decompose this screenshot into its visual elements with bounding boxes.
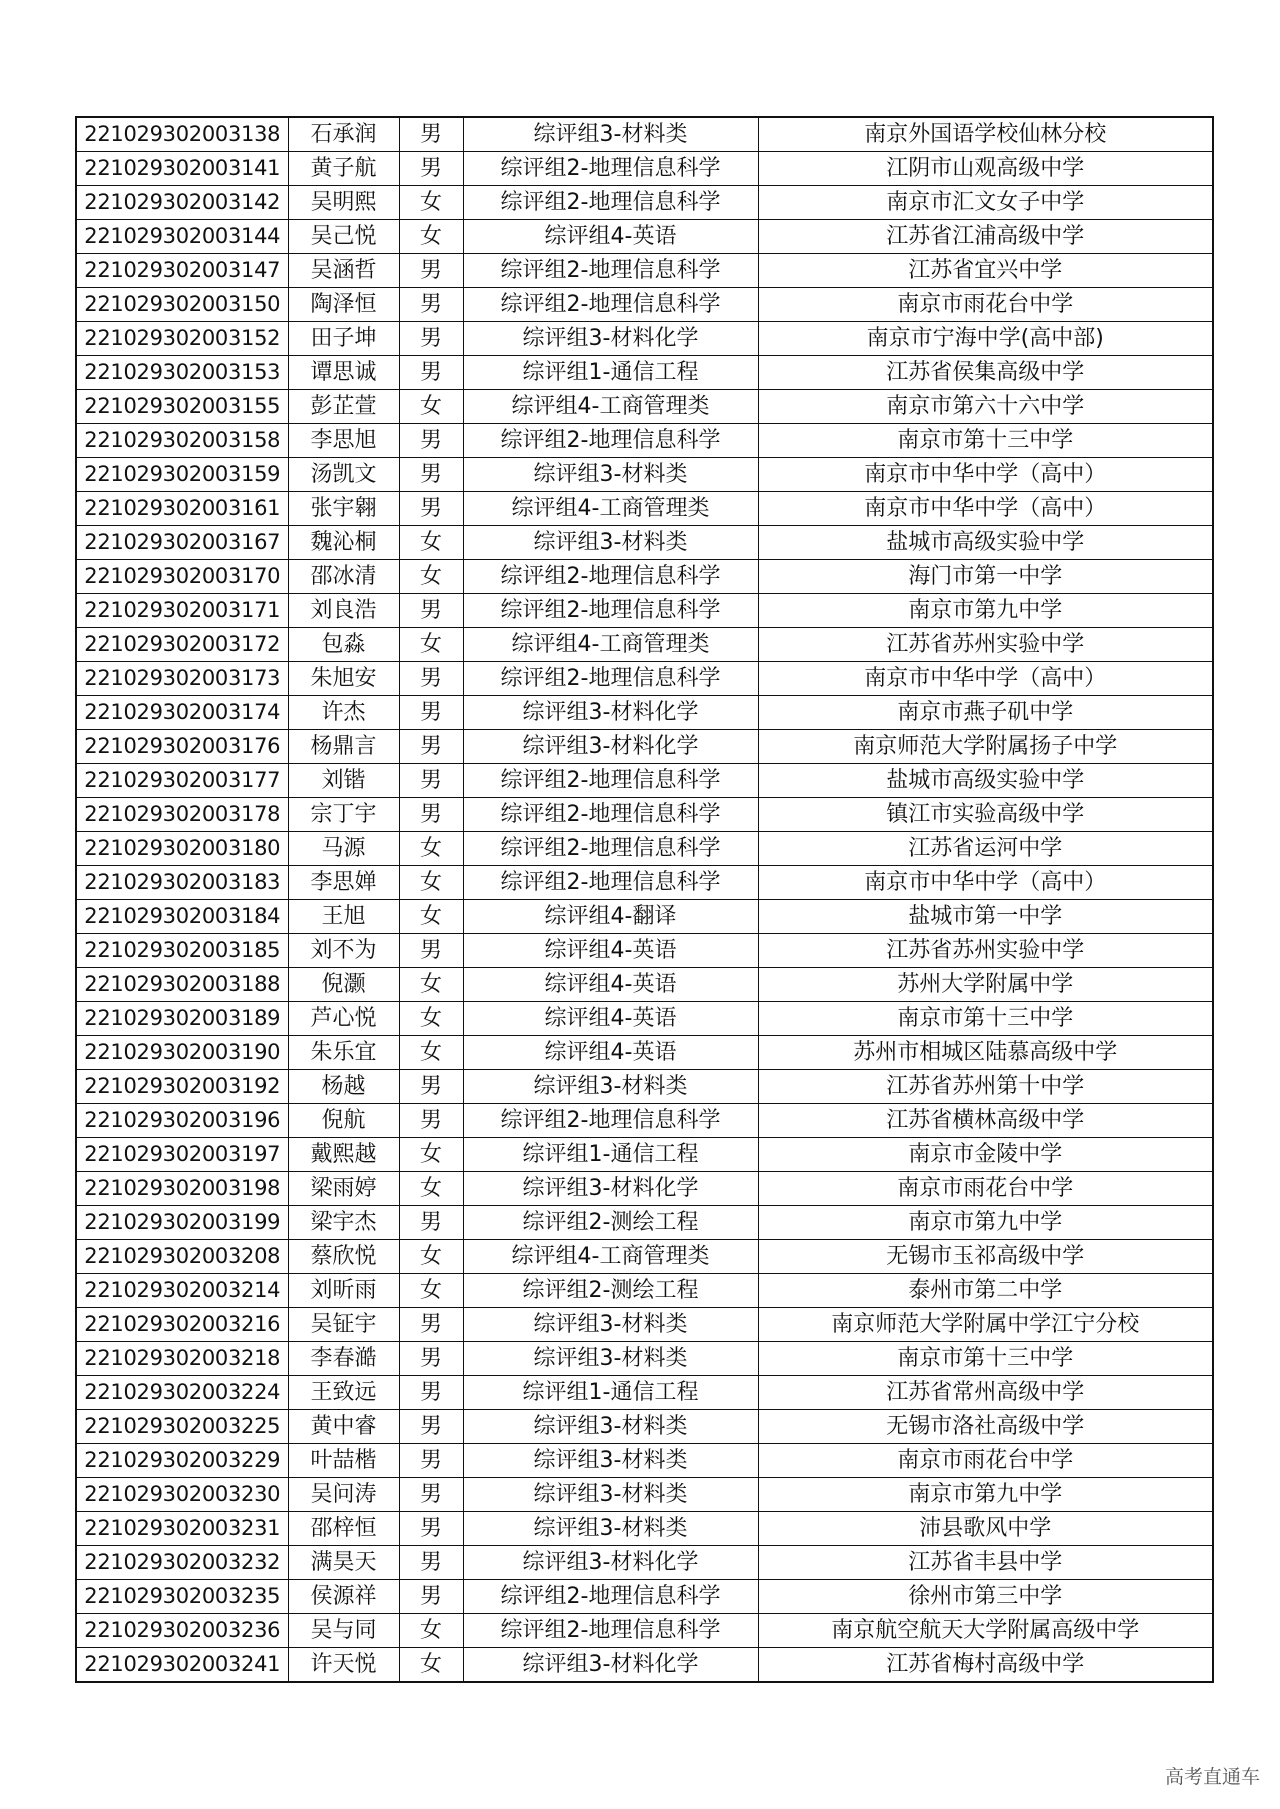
group-major-cell: 综评组1-通信工程: [463, 1376, 758, 1410]
school-cell: 南京市中华中学（高中）: [758, 662, 1213, 696]
table-row: [76, 1036, 1213, 1070]
name-cell: 朱乐宜: [288, 1036, 399, 1070]
group-major-cell: 综评组2-测绘工程: [463, 1274, 758, 1308]
group-major-cell: 综评组2-地理信息科学: [463, 186, 758, 220]
school-cell: 盐城市高级实验中学: [758, 526, 1213, 560]
candidate-id-cell: 221029302003158: [76, 424, 288, 458]
table-row: [76, 1138, 1213, 1172]
table-row: [76, 798, 1213, 832]
school-cell: 无锡市洛社高级中学: [758, 1410, 1213, 1444]
gender-cell: 女: [399, 1036, 463, 1070]
name-cell: 梁宇杰: [288, 1206, 399, 1240]
table-row: [76, 458, 1213, 492]
name-cell: 谭思诚: [288, 356, 399, 390]
name-cell: 吴钲宇: [288, 1308, 399, 1342]
school-cell: 无锡市玉祁高级中学: [758, 1240, 1213, 1274]
name-cell: 刘锴: [288, 764, 399, 798]
candidate-id-cell: 221029302003183: [76, 866, 288, 900]
watermark-text: 高考直通车: [1164, 1766, 1260, 1788]
candidate-id-cell: 221029302003174: [76, 696, 288, 730]
table-row: [76, 152, 1213, 186]
school-cell: 苏州大学附属中学: [758, 968, 1213, 1002]
gender-cell: 男: [399, 662, 463, 696]
school-cell: 海门市第一中学: [758, 560, 1213, 594]
gender-cell: 女: [399, 1614, 463, 1648]
group-major-cell: 综评组4-工商管理类: [463, 1240, 758, 1274]
group-major-cell: 综评组2-地理信息科学: [463, 560, 758, 594]
school-cell: 南京市第九中学: [758, 1206, 1213, 1240]
school-cell: 江苏省苏州第十中学: [758, 1070, 1213, 1104]
table-row: [76, 1376, 1213, 1410]
school-cell: 徐州市第三中学: [758, 1580, 1213, 1614]
group-major-cell: 综评组2-测绘工程: [463, 1206, 758, 1240]
table-row: [76, 1342, 1213, 1376]
table-row: [76, 1444, 1213, 1478]
name-cell: 芦心悦: [288, 1002, 399, 1036]
group-major-cell: 综评组3-材料类: [463, 1512, 758, 1546]
gender-cell: 男: [399, 764, 463, 798]
table-row: [76, 356, 1213, 390]
candidate-id-cell: 221029302003176: [76, 730, 288, 764]
group-major-cell: 综评组3-材料化学: [463, 322, 758, 356]
name-cell: 吴与同: [288, 1614, 399, 1648]
group-major-cell: 综评组1-通信工程: [463, 1138, 758, 1172]
group-major-cell: 综评组2-地理信息科学: [463, 866, 758, 900]
gender-cell: 男: [399, 798, 463, 832]
table-row: [76, 866, 1213, 900]
gender-cell: 男: [399, 1342, 463, 1376]
name-cell: 吴己悦: [288, 220, 399, 254]
gender-cell: 女: [399, 832, 463, 866]
table-row: [76, 254, 1213, 288]
group-major-cell: 综评组4-英语: [463, 934, 758, 968]
candidate-id-cell: 221029302003178: [76, 798, 288, 832]
gender-cell: 女: [399, 866, 463, 900]
name-cell: 汤凯文: [288, 458, 399, 492]
table-row: [76, 832, 1213, 866]
name-cell: 宗丁宇: [288, 798, 399, 832]
candidate-id-cell: 221029302003161: [76, 492, 288, 526]
name-cell: 朱旭安: [288, 662, 399, 696]
name-cell: 黄子航: [288, 152, 399, 186]
name-cell: 刘良浩: [288, 594, 399, 628]
name-cell: 黄中睿: [288, 1410, 399, 1444]
school-cell: 南京市雨花台中学: [758, 1172, 1213, 1206]
school-cell: 南京市雨花台中学: [758, 288, 1213, 322]
gender-cell: 男: [399, 288, 463, 322]
group-major-cell: 综评组3-材料类: [463, 1410, 758, 1444]
name-cell: 吴问涛: [288, 1478, 399, 1512]
gender-cell: 男: [399, 730, 463, 764]
school-cell: 南京外国语学校仙林分校: [758, 117, 1213, 152]
gender-cell: 女: [399, 1240, 463, 1274]
candidate-id-cell: 221029302003236: [76, 1614, 288, 1648]
name-cell: 包淼: [288, 628, 399, 662]
table-row: [76, 1580, 1213, 1614]
table-row: [76, 1614, 1213, 1648]
school-cell: 江苏省梅村高级中学: [758, 1648, 1213, 1683]
name-cell: 蔡欣悦: [288, 1240, 399, 1274]
group-major-cell: 综评组2-地理信息科学: [463, 1104, 758, 1138]
name-cell: 杨鼎言: [288, 730, 399, 764]
name-cell: 刘不为: [288, 934, 399, 968]
school-cell: 江苏省横林高级中学: [758, 1104, 1213, 1138]
school-cell: 南京市金陵中学: [758, 1138, 1213, 1172]
roster-body: [76, 117, 1213, 1682]
candidate-id-cell: 221029302003229: [76, 1444, 288, 1478]
group-major-cell: 综评组2-地理信息科学: [463, 662, 758, 696]
group-major-cell: 综评组3-材料类: [463, 1308, 758, 1342]
gender-cell: 女: [399, 220, 463, 254]
name-cell: 陶泽恒: [288, 288, 399, 322]
name-cell: 倪灏: [288, 968, 399, 1002]
gender-cell: 男: [399, 1070, 463, 1104]
group-major-cell: 综评组4-工商管理类: [463, 390, 758, 424]
gender-cell: 女: [399, 1172, 463, 1206]
table-row: [76, 1206, 1213, 1240]
gender-cell: 女: [399, 900, 463, 934]
group-major-cell: 综评组2-地理信息科学: [463, 152, 758, 186]
gender-cell: 女: [399, 1002, 463, 1036]
gender-cell: 男: [399, 1410, 463, 1444]
candidate-id-cell: 221029302003241: [76, 1648, 288, 1683]
table-row: [76, 1308, 1213, 1342]
name-cell: 戴熙越: [288, 1138, 399, 1172]
name-cell: 李思婵: [288, 866, 399, 900]
school-cell: 南京市中华中学（高中）: [758, 458, 1213, 492]
group-major-cell: 综评组3-材料化学: [463, 1172, 758, 1206]
school-cell: 盐城市高级实验中学: [758, 764, 1213, 798]
table-row: [76, 968, 1213, 1002]
school-cell: 南京市第十三中学: [758, 1342, 1213, 1376]
table-row: [76, 628, 1213, 662]
table-row: [76, 1172, 1213, 1206]
school-cell: 江苏省侯集高级中学: [758, 356, 1213, 390]
school-cell: 南京市汇文女子中学: [758, 186, 1213, 220]
group-major-cell: 综评组2-地理信息科学: [463, 288, 758, 322]
candidate-id-cell: 221029302003185: [76, 934, 288, 968]
candidate-id-cell: 221029302003150: [76, 288, 288, 322]
school-cell: 盐城市第一中学: [758, 900, 1213, 934]
gender-cell: 男: [399, 322, 463, 356]
school-cell: 江苏省江浦高级中学: [758, 220, 1213, 254]
gender-cell: 男: [399, 1376, 463, 1410]
school-cell: 江苏省宜兴中学: [758, 254, 1213, 288]
group-major-cell: 综评组3-材料化学: [463, 1648, 758, 1683]
table-row: [76, 220, 1213, 254]
table-row: [76, 1002, 1213, 1036]
group-major-cell: 综评组4-工商管理类: [463, 492, 758, 526]
gender-cell: 女: [399, 390, 463, 424]
name-cell: 满昊天: [288, 1546, 399, 1580]
gender-cell: 男: [399, 254, 463, 288]
candidate-id-cell: 221029302003189: [76, 1002, 288, 1036]
name-cell: 李思旭: [288, 424, 399, 458]
table-row: [76, 764, 1213, 798]
school-cell: 南京航空航天大学附属高级中学: [758, 1614, 1213, 1648]
school-cell: 南京师范大学附属扬子中学: [758, 730, 1213, 764]
candidate-id-cell: 221029302003198: [76, 1172, 288, 1206]
candidate-id-cell: 221029302003231: [76, 1512, 288, 1546]
name-cell: 石承润: [288, 117, 399, 152]
candidate-id-cell: 221029302003208: [76, 1240, 288, 1274]
name-cell: 倪航: [288, 1104, 399, 1138]
candidate-id-cell: 221029302003218: [76, 1342, 288, 1376]
group-major-cell: 综评组4-翻译: [463, 900, 758, 934]
table-row: [76, 1410, 1213, 1444]
name-cell: 王旭: [288, 900, 399, 934]
school-cell: 江苏省苏州实验中学: [758, 934, 1213, 968]
candidate-id-cell: 221029302003142: [76, 186, 288, 220]
group-major-cell: 综评组4-工商管理类: [463, 628, 758, 662]
table-row: [76, 594, 1213, 628]
candidate-id-cell: 221029302003173: [76, 662, 288, 696]
candidate-id-cell: 221029302003155: [76, 390, 288, 424]
gender-cell: 女: [399, 560, 463, 594]
group-major-cell: 综评组4-英语: [463, 1036, 758, 1070]
table-row: [76, 322, 1213, 356]
table-row: [76, 1070, 1213, 1104]
school-cell: 沛县歌风中学: [758, 1512, 1213, 1546]
candidate-id-cell: 221029302003153: [76, 356, 288, 390]
gender-cell: 女: [399, 1274, 463, 1308]
gender-cell: 男: [399, 1308, 463, 1342]
table-row: [76, 900, 1213, 934]
name-cell: 杨越: [288, 1070, 399, 1104]
candidate-id-cell: 221029302003232: [76, 1546, 288, 1580]
table-row: [76, 526, 1213, 560]
table-row: [76, 492, 1213, 526]
table-row: [76, 390, 1213, 424]
name-cell: 彭芷萱: [288, 390, 399, 424]
candidate-id-cell: 221029302003216: [76, 1308, 288, 1342]
table-row: [76, 560, 1213, 594]
school-cell: 镇江市实验高级中学: [758, 798, 1213, 832]
school-cell: 江苏省运河中学: [758, 832, 1213, 866]
candidate-id-cell: 221029302003192: [76, 1070, 288, 1104]
group-major-cell: 综评组2-地理信息科学: [463, 424, 758, 458]
name-cell: 许杰: [288, 696, 399, 730]
name-cell: 王致远: [288, 1376, 399, 1410]
gender-cell: 女: [399, 186, 463, 220]
table-row: [76, 186, 1213, 220]
table-row: [76, 730, 1213, 764]
candidate-id-cell: 221029302003190: [76, 1036, 288, 1070]
group-major-cell: 综评组3-材料类: [463, 117, 758, 152]
table-row: [76, 1104, 1213, 1138]
group-major-cell: 综评组3-材料类: [463, 1342, 758, 1376]
name-cell: 马源: [288, 832, 399, 866]
candidate-id-cell: 221029302003224: [76, 1376, 288, 1410]
table-row: [76, 1546, 1213, 1580]
gender-cell: 女: [399, 1138, 463, 1172]
group-major-cell: 综评组1-通信工程: [463, 356, 758, 390]
candidate-id-cell: 221029302003170: [76, 560, 288, 594]
gender-cell: 男: [399, 1546, 463, 1580]
school-cell: 江苏省丰县中学: [758, 1546, 1213, 1580]
gender-cell: 女: [399, 968, 463, 1002]
group-major-cell: 综评组3-材料化学: [463, 696, 758, 730]
group-major-cell: 综评组2-地理信息科学: [463, 1580, 758, 1614]
school-cell: 南京市中华中学（高中）: [758, 866, 1213, 900]
gender-cell: 男: [399, 1580, 463, 1614]
table-row: [76, 424, 1213, 458]
gender-cell: 男: [399, 152, 463, 186]
gender-cell: 男: [399, 696, 463, 730]
table-row: [76, 1274, 1213, 1308]
name-cell: 张宇翱: [288, 492, 399, 526]
group-major-cell: 综评组2-地理信息科学: [463, 594, 758, 628]
name-cell: 吴涵哲: [288, 254, 399, 288]
school-cell: 南京市第六十六中学: [758, 390, 1213, 424]
candidate-id-cell: 221029302003199: [76, 1206, 288, 1240]
gender-cell: 女: [399, 1648, 463, 1683]
school-cell: 泰州市第二中学: [758, 1274, 1213, 1308]
group-major-cell: 综评组3-材料类: [463, 526, 758, 560]
candidate-id-cell: 221029302003159: [76, 458, 288, 492]
name-cell: 魏沁桐: [288, 526, 399, 560]
school-cell: 南京市第十三中学: [758, 1002, 1213, 1036]
group-major-cell: 综评组2-地理信息科学: [463, 1614, 758, 1648]
group-major-cell: 综评组3-材料类: [463, 458, 758, 492]
school-cell: 南京市第十三中学: [758, 424, 1213, 458]
name-cell: 侯源祥: [288, 1580, 399, 1614]
school-cell: 江苏省常州高级中学: [758, 1376, 1213, 1410]
school-cell: 南京市第九中学: [758, 1478, 1213, 1512]
group-major-cell: 综评组4-英语: [463, 1002, 758, 1036]
table-row: [76, 288, 1213, 322]
candidate-id-cell: 221029302003197: [76, 1138, 288, 1172]
school-cell: 南京市宁海中学(高中部): [758, 322, 1213, 356]
table-row: [76, 696, 1213, 730]
name-cell: 邵梓恒: [288, 1512, 399, 1546]
gender-cell: 女: [399, 526, 463, 560]
group-major-cell: 综评组3-材料类: [463, 1070, 758, 1104]
table-row: [76, 934, 1213, 968]
candidate-id-cell: 221029302003180: [76, 832, 288, 866]
name-cell: 叶喆楷: [288, 1444, 399, 1478]
gender-cell: 男: [399, 356, 463, 390]
table-row: [76, 1240, 1213, 1274]
gender-cell: 男: [399, 458, 463, 492]
group-major-cell: 综评组3-材料化学: [463, 730, 758, 764]
school-cell: 江苏省苏州实验中学: [758, 628, 1213, 662]
school-cell: 南京市中华中学（高中）: [758, 492, 1213, 526]
gender-cell: 男: [399, 424, 463, 458]
table-row: [76, 662, 1213, 696]
gender-cell: 男: [399, 594, 463, 628]
group-major-cell: 综评组3-材料类: [463, 1444, 758, 1478]
candidate-id-cell: 221029302003184: [76, 900, 288, 934]
candidate-id-cell: 221029302003147: [76, 254, 288, 288]
candidate-id-cell: 221029302003167: [76, 526, 288, 560]
candidate-id-cell: 221029302003172: [76, 628, 288, 662]
name-cell: 刘昕雨: [288, 1274, 399, 1308]
group-major-cell: 综评组2-地理信息科学: [463, 254, 758, 288]
group-major-cell: 综评组2-地理信息科学: [463, 764, 758, 798]
gender-cell: 男: [399, 1478, 463, 1512]
candidate-id-cell: 221029302003196: [76, 1104, 288, 1138]
roster-table: [75, 116, 1214, 1683]
candidate-id-cell: 221029302003177: [76, 764, 288, 798]
school-cell: 苏州市相城区陆慕高级中学: [758, 1036, 1213, 1070]
gender-cell: 女: [399, 628, 463, 662]
candidate-id-cell: 221029302003188: [76, 968, 288, 1002]
group-major-cell: 综评组4-英语: [463, 220, 758, 254]
name-cell: 梁雨婷: [288, 1172, 399, 1206]
name-cell: 许天悦: [288, 1648, 399, 1683]
table-row: [76, 1648, 1213, 1683]
candidate-id-cell: 221029302003214: [76, 1274, 288, 1308]
candidate-id-cell: 221029302003144: [76, 220, 288, 254]
gender-cell: 男: [399, 1444, 463, 1478]
name-cell: 吴明熙: [288, 186, 399, 220]
gender-cell: 男: [399, 1512, 463, 1546]
name-cell: 李春澔: [288, 1342, 399, 1376]
candidate-id-cell: 221029302003138: [76, 117, 288, 152]
candidate-id-cell: 221029302003171: [76, 594, 288, 628]
candidate-id-cell: 221029302003152: [76, 322, 288, 356]
group-major-cell: 综评组4-英语: [463, 968, 758, 1002]
group-major-cell: 综评组2-地理信息科学: [463, 798, 758, 832]
school-cell: 南京市第九中学: [758, 594, 1213, 628]
school-cell: 南京市燕子矶中学: [758, 696, 1213, 730]
candidate-id-cell: 221029302003230: [76, 1478, 288, 1512]
group-major-cell: 综评组3-材料化学: [463, 1546, 758, 1580]
name-cell: 田子坤: [288, 322, 399, 356]
gender-cell: 男: [399, 1104, 463, 1138]
gender-cell: 男: [399, 117, 463, 152]
candidate-id-cell: 221029302003141: [76, 152, 288, 186]
candidate-id-cell: 221029302003235: [76, 1580, 288, 1614]
group-major-cell: 综评组2-地理信息科学: [463, 832, 758, 866]
gender-cell: 男: [399, 1206, 463, 1240]
school-cell: 南京市雨花台中学: [758, 1444, 1213, 1478]
gender-cell: 男: [399, 934, 463, 968]
school-cell: 南京师范大学附属中学江宁分校: [758, 1308, 1213, 1342]
table-row: [76, 117, 1213, 152]
name-cell: 邵冰清: [288, 560, 399, 594]
table-row: [76, 1478, 1213, 1512]
gender-cell: 男: [399, 492, 463, 526]
school-cell: 江阴市山观高级中学: [758, 152, 1213, 186]
candidate-id-cell: 221029302003225: [76, 1410, 288, 1444]
table-row: [76, 1512, 1213, 1546]
group-major-cell: 综评组3-材料类: [463, 1478, 758, 1512]
